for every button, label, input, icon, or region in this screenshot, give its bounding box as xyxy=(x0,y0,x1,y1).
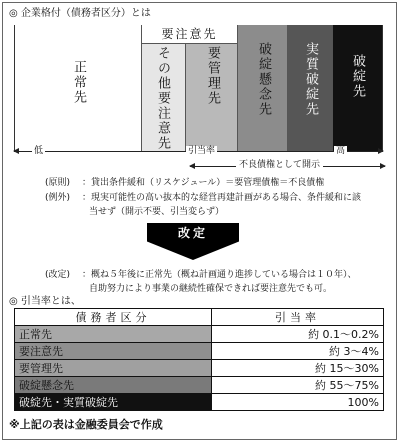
table-header-row xyxy=(15,309,384,326)
revision-text: ：概ね５年後に正常先（概ね計画通り進捗している場合は１０年）、 xyxy=(82,270,357,280)
table-row xyxy=(15,394,384,411)
row-rate: 約 0.1〜0.2% xyxy=(212,326,384,343)
header-category: 債務者区分 xyxy=(15,309,212,326)
revision-arrow-label: 改定 xyxy=(177,226,208,240)
scale-high-label: 高 xyxy=(336,146,346,156)
note-principle-tag: (原則) xyxy=(45,178,71,188)
row-rate: 約 3〜4% xyxy=(212,343,384,360)
row-rate: 100% xyxy=(212,394,384,411)
tier-label-doubtful: 破綻懸念先 xyxy=(256,42,271,117)
page-title: ◎ 企業格付（債務者区分）とは xyxy=(9,8,151,19)
tier-label-special-attention: 要管理先 xyxy=(205,46,220,106)
revision-tag: (改定) xyxy=(45,270,71,280)
note-exception-text: ：現実可能性の高い抜本的な経営再建計画がある場合、条件緩和に該 xyxy=(82,193,362,203)
disclosure-label: 不良債権として開示 xyxy=(236,160,323,171)
table-row xyxy=(15,360,384,377)
row-rate: 約 55〜75% xyxy=(212,377,384,394)
note-exception-tag: (例外) xyxy=(45,193,71,203)
note-principle-text: ：貸出条件緩和（リスケジュール）＝要管理債権＝不良債権 xyxy=(82,178,325,188)
scale-mid-label: 引当率 xyxy=(188,146,216,156)
rate-section-title: ◎ 引当率とは、 xyxy=(9,296,81,307)
header-rate: 引当率 xyxy=(212,309,384,326)
revision-text-cont: 自助努力により事業の継続性確保できれば要注意先でも可。 xyxy=(89,284,333,294)
row-category: 破綻懸念先 xyxy=(15,377,212,394)
tier-label-normal: 正常先 xyxy=(71,60,86,105)
row-rate: 約 15〜30% xyxy=(212,360,384,377)
row-category: 要注意先 xyxy=(15,343,212,360)
watch-header: 要注意先 xyxy=(142,25,238,44)
scale-low-label: 低 xyxy=(34,146,44,156)
source-footnote: ※上記の表は金融委員会で作成 xyxy=(9,418,163,431)
provision-rate-table xyxy=(14,308,384,411)
row-category: 破綻先・実質破綻先 xyxy=(15,394,212,411)
table-row xyxy=(15,326,384,343)
table-row xyxy=(15,377,384,394)
tier-label-other-watch: その他要注意先 xyxy=(155,46,170,151)
note-exception-text-cont: 当せず（開示不要、引当変らず） xyxy=(89,207,225,217)
row-category: 要管理先 xyxy=(15,360,212,377)
row-category: 正常先 xyxy=(15,326,212,343)
table-row xyxy=(15,343,384,360)
tier-label-effectively-bankrupt: 実質破綻先 xyxy=(303,42,318,117)
tier-label-bankrupt: 破綻先 xyxy=(350,54,365,99)
